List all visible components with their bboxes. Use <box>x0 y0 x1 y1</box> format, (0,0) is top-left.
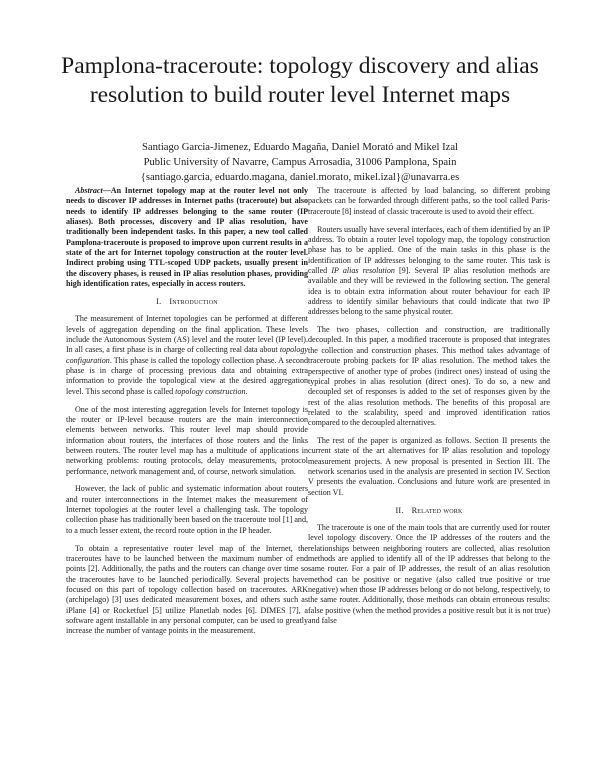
section-number: I. <box>156 296 162 306</box>
emphasis: topology construction <box>175 386 246 396</box>
author-block <box>40 140 560 185</box>
abstract <box>66 186 308 289</box>
author-names: Santiago Garcia-Jimenez, Eduardo Magaña, Daniel Morató and Mikel Izal <box>142 142 458 153</box>
emphasis: IP alias resolution <box>331 265 395 275</box>
emphasis: topology configuration <box>66 345 308 365</box>
abstract-label: Abstract <box>75 186 103 195</box>
text-run: [9]. Several IP alias resolution methods are available and they will be reviewed in the following section. The general idea is to obtain extra information about router behaviour for each IP address to identify similar behaviours that could indicate that two IP addresses belong to the same physical router. <box>308 265 550 317</box>
abstract-text: —An Internet topology map at the router level not only needs to discover IP addresses in Internet paths (traceroute) but also needs to identify IP addresses belonging to the same router (IP aliases). Both processes, discovery and IP alias resolution, have traditionally been independent tasks. In this paper, a new tool called Pamplona-traceroute is proposed to improve upon current results in a state of the art for Internet topology construction at the router level. Indirect probing using TTL-scoped UDP packets, usually present in the discovery phases, is reused in IP alias resolution phases, providing high identification rates, especially in access routers. <box>66 186 308 289</box>
intro-paragraph-8: The rest of the paper is organized as follows. Section II presents the current state of the art alternatives for IP alias resolution and topology measurement projects. A new proposal is presented in Section III. The network scenarios used in the analysis are presented in section IV. Section V presents the evaluation. Conclusions and future work are presented in section VI. <box>308 436 550 497</box>
paper-title <box>40 52 560 110</box>
section-number: II. <box>395 505 404 515</box>
section-heading-related-work <box>308 506 550 516</box>
intro-paragraph-3: However, the lack of public and systematic information about routers and router interconnections in the Internet makes the measurement of Internet topologies at the router level a challenging task. The topology collection phase has traditionally been based on the traceroute tool [1] and, to a much lesser extent, the record route option in the IP header. <box>66 484 308 535</box>
intro-paragraph-7: The two phases, collection and construction, are traditionally decoupled. In this paper, a modified traceroute is proposed that integrates the collection and construction phases. This method takes advantage of traceroute probing packets for IP alias resolution. The method takes the perspective of another type of probes (indirect ones) instead of using the typical probes in alias resolution (direct ones). To do so, a new and decoupled set of responses is added to the set of responses given by the rest of the alias resolution methods. The benefits of this proposal are related to the scalability, speed and improved identification ratios compared to the decoupled alternatives. <box>308 325 550 428</box>
title-line-1: Pamplona-traceroute: topology discovery and alias <box>61 53 539 79</box>
author-emails: {santiago.garcia, eduardo.magana, daniel.morato, mikel.izal}@unavarra.es <box>140 172 460 183</box>
intro-paragraph-4: To obtain a representative router level map of the Internet, the traceroutes have to be launched between the maximum number of end points [2]. Additionally, the paths and the routers can change over time so the traceroutes have to be launched periodically. Several projects have focused on this part of topology collection based on traceroutes. ARK (archipelago) [3] uses dedicated measurement boxes, and others such as iPlane [4] or Rocketfuel [5] utilize Planetlab nodes [6]. DIMES [7], a software agent installable in any personal computer, can be used to greatly increase the number of vantage points in the measurement. <box>66 543 308 636</box>
text-run: . <box>245 386 248 396</box>
intro-paragraph-2: One of the most interesting aggregation levels for Internet topology is the router or IP-level because routers are the main interconnection elements between networks. This router level map should provide information about routers, the interfaces of those routers and the links between routers. The router level map has a multitude of applications in networking problems: routing protocols, delay measurements, protocol performance, network management and, of course, network simulation. <box>66 404 308 476</box>
intro-paragraph-6 <box>308 225 550 318</box>
text-run: The measurement of Internet topologies can be performed at different levels of aggregation depending on the final application. These levels include the Autonomous System (AS) level and the router level (IP level). In all cases, a first phase is in charge of collecting real data about <box>66 314 308 355</box>
text-run: . This phase is called the topology collection phase. A second phase is in charge of processing previous data and obtaining extra information to provide the topological view at the desired aggregation level. This second phase is called <box>66 355 308 396</box>
intro-paragraph-1 <box>66 314 308 397</box>
section-heading-introduction <box>66 297 308 307</box>
text-run: Routers usually have several interfaces, each of them identified by an IP address. To obtain a router level topology map, the topology construction phase has to be applied. One of the main tasks in this phase is the identification of IP addresses belonging to the same router. This task is called <box>308 224 550 275</box>
intro-paragraph-5: The traceroute is affected by load balancing, so different probing packets can be forwarded through different paths, so the tool called Paris-traceroute [8] instead of classic traceroute is used to avoid their effect. <box>308 186 550 216</box>
title-line-2: resolution to build router level Internet maps <box>89 82 511 108</box>
section-title: Related work <box>411 505 463 515</box>
affiliation: Public University of Navarre, Campus Arrosadia, 31006 Pamplona, Spain <box>143 157 457 168</box>
section-title: Introduction <box>169 296 218 306</box>
right-column <box>308 186 550 634</box>
related-paragraph-1: The traceroute is one of the main tools that are currently used for router level topology discovery. Once the IP addresses of the routers and the relationships between neighboring routers are collected, alias resolution methods are applied to identify all of the IP addresses that belong to the same router. For a pair of IP addresses, the result of an alias resolution method can be positive or negative (also called true positive or true negative) when those IP addresses belong or do not belong, respectively, to the same router. Additionally, those methods can obtain erroneous results: false positive (when the method provides a positive result but it is not true) and false <box>308 522 550 626</box>
left-column <box>66 186 308 644</box>
